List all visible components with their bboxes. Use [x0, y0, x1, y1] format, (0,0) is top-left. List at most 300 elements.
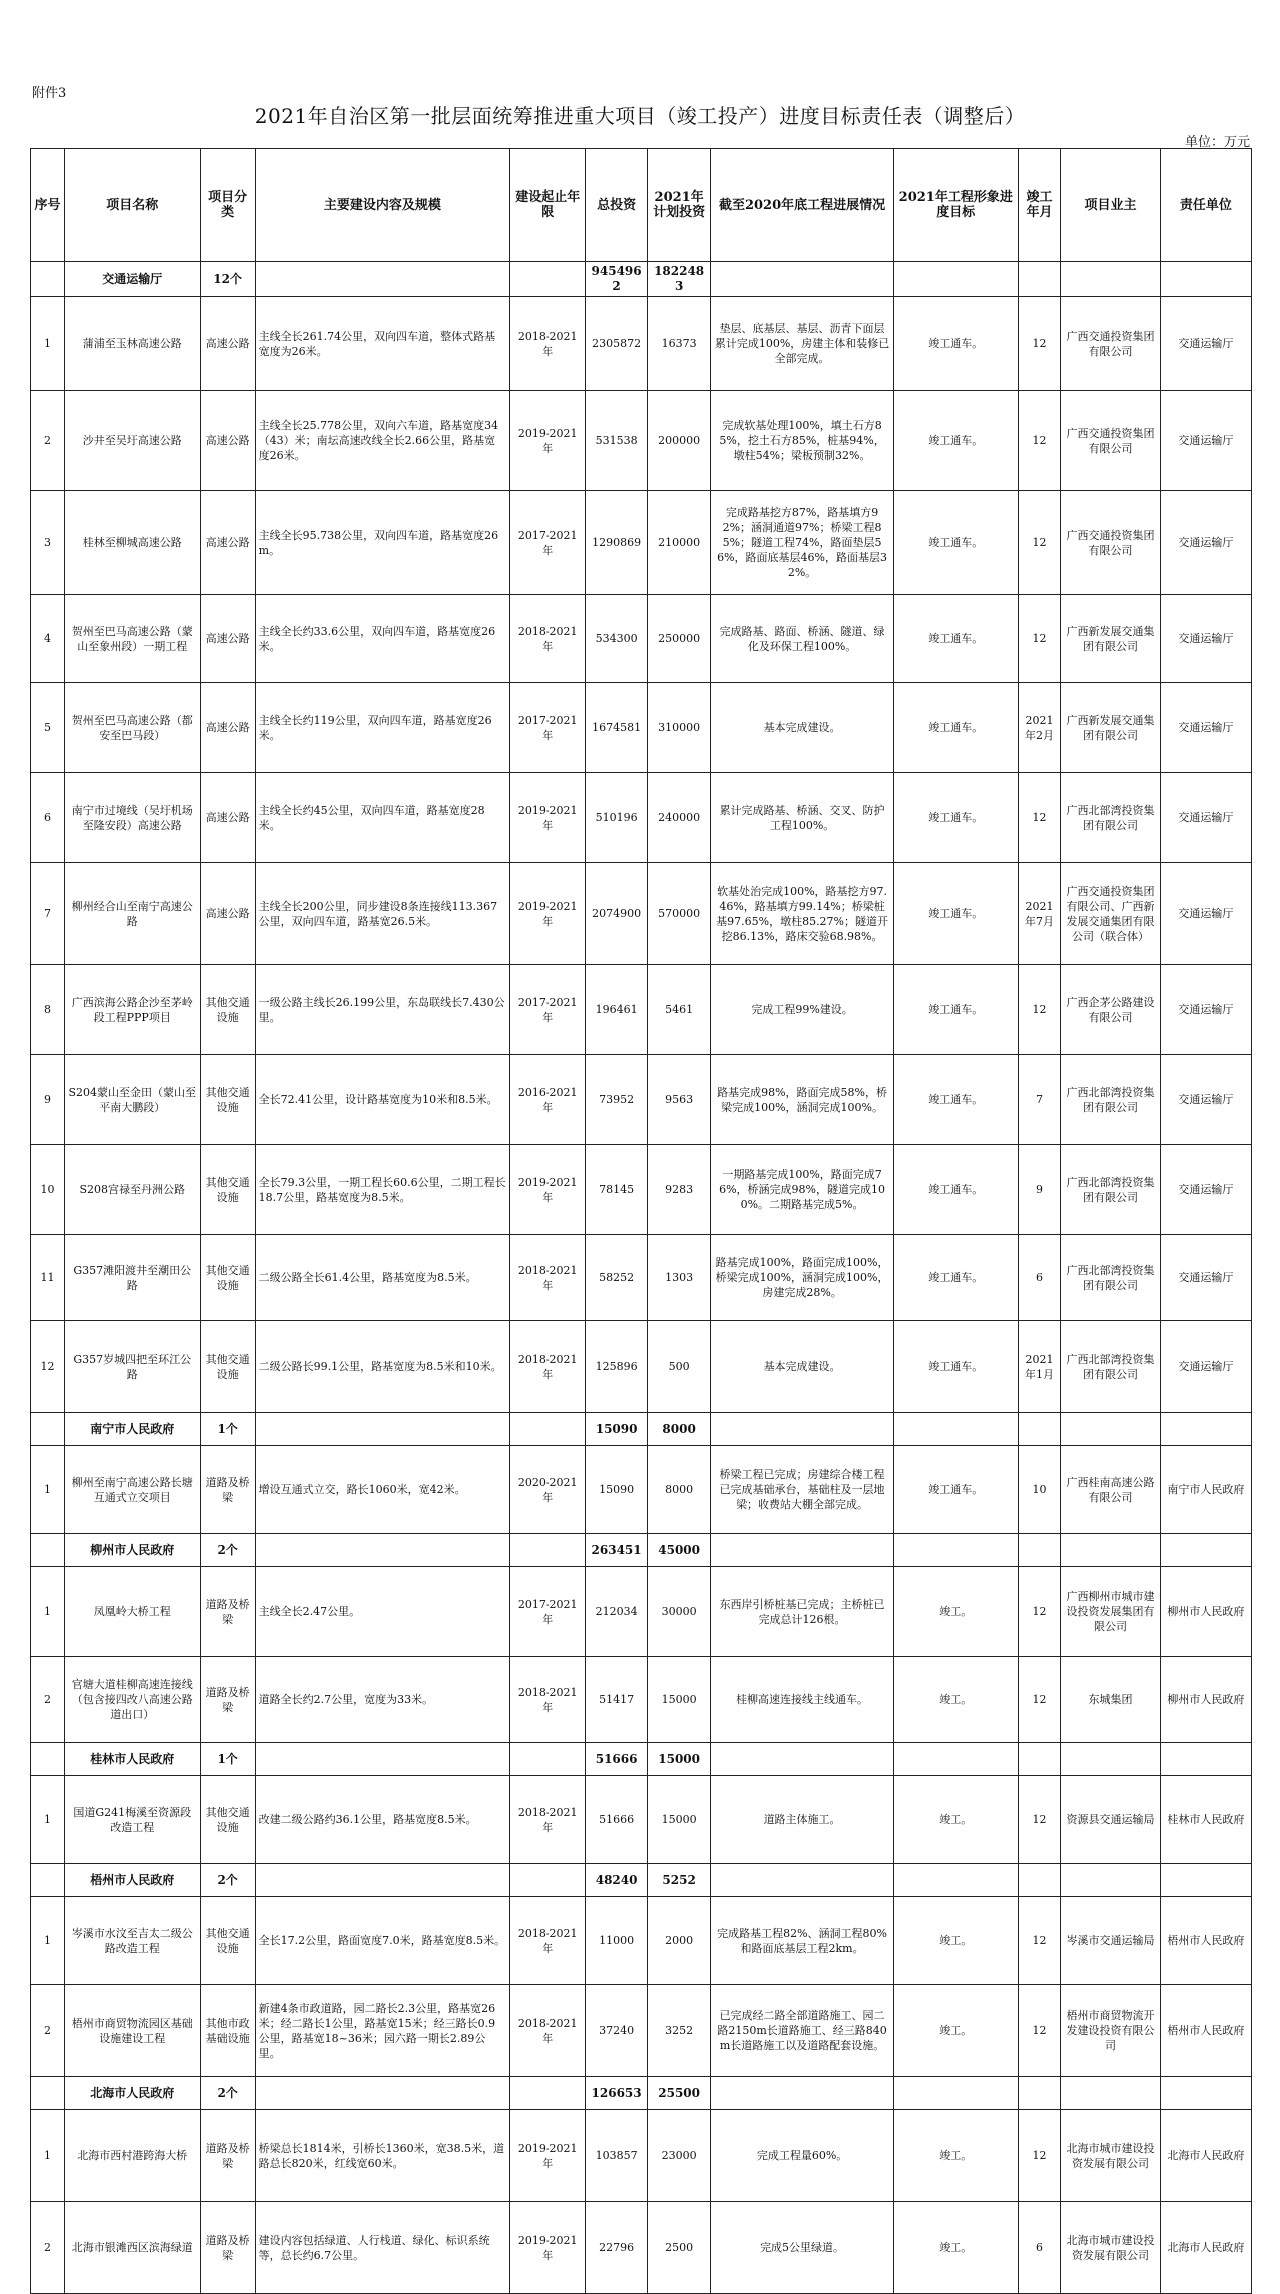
- empty-cell: [510, 1864, 586, 1897]
- responsible-unit-cell: 交通运输厅: [1160, 1321, 1251, 1413]
- progress-cell: 一期路基完成100%，路面完成76%，桥涵完成98%，隧道完成100%。二期路基完成5%。: [711, 1145, 893, 1235]
- empty-cell: [893, 1534, 1018, 1567]
- progress-cell: 完成路基、路面、桥涵、隧道、绿化及环保工程100%。: [711, 595, 893, 683]
- owner-cell: 资源县交通运输局: [1061, 1776, 1161, 1864]
- content-cell: 二级公路全长61.4公里，路基宽度为8.5米。: [255, 1235, 509, 1321]
- progress-cell: 累计完成路基、桥涵、交叉、防护工程100%。: [711, 773, 893, 863]
- group-no-cell: [31, 2077, 65, 2110]
- content-cell: 主线全长25.778公里，双向六车道，路基宽度34（43）米；南坛高速改线全长2.66公里，路基宽度26米。: [255, 391, 509, 491]
- target-cell: 竣工通车。: [893, 1321, 1018, 1413]
- responsible-unit-cell: 梧州市人民政府: [1160, 1985, 1251, 2077]
- empty-cell: [1160, 1864, 1251, 1897]
- group-name-cell: 交通运输厅: [64, 262, 200, 297]
- target-cell: 竣工通车。: [893, 1055, 1018, 1145]
- content-cell: 一级公路主线长26.199公里，东岛联线长7.430公里。: [255, 965, 509, 1055]
- project-name-cell: 梧州市商贸物流园区基础设施建设工程: [64, 1985, 200, 2077]
- empty-cell: [1160, 1413, 1251, 1446]
- project-name-cell: S208宫禄至丹洲公路: [64, 1145, 200, 1235]
- total-investment-cell: 78145: [586, 1145, 647, 1235]
- completion-date-cell: 7: [1018, 1055, 1060, 1145]
- completion-date-cell: 2021年2月: [1018, 683, 1060, 773]
- table-row: [31, 1897, 1252, 1985]
- owner-cell: 广西交通投资集团有限公司、广西新发展交通集团有限公司（联合体）: [1061, 863, 1161, 965]
- content-cell: 主线全长95.738公里，双向四车道，路基宽度26m。: [255, 491, 509, 595]
- project-name-cell: 国道G241梅溪至资源段改造工程: [64, 1776, 200, 1864]
- empty-cell: [510, 1413, 586, 1446]
- completion-date-cell: 12: [1018, 1985, 1060, 2077]
- content-cell: 建设内容包括绿道、人行栈道、绿化、标识系统等，总长约6.7公里。: [255, 2202, 509, 2294]
- empty-cell: [1160, 1534, 1251, 1567]
- row-no-cell: 11: [31, 1235, 65, 1321]
- plan-investment-cell: 16373: [647, 297, 711, 391]
- empty-cell: [711, 262, 893, 297]
- empty-cell: [711, 2077, 893, 2110]
- responsible-unit-cell: 交通运输厅: [1160, 391, 1251, 491]
- progress-cell: 东西岸引桥桩基已完成；主桥桩已完成总计126根。: [711, 1567, 893, 1657]
- plan-investment-cell: 8000: [647, 1446, 711, 1534]
- target-cell: 竣工通车。: [893, 1446, 1018, 1534]
- group-plan-cell: 15000: [647, 1743, 711, 1776]
- group-count-cell: 2个: [200, 1864, 255, 1897]
- category-cell: 高速公路: [200, 297, 255, 391]
- empty-cell: [255, 1743, 509, 1776]
- target-cell: 竣工。: [893, 1897, 1018, 1985]
- row-no-cell: 1: [31, 297, 65, 391]
- plan-investment-cell: 500: [647, 1321, 711, 1413]
- group-plan-cell: 8000: [647, 1413, 711, 1446]
- document-title: 2021年自治区第一批层面统筹推进重大项目（竣工投产）进度目标责任表（调整后）: [254, 104, 1026, 128]
- content-cell: 二级公路长99.1公里，路基宽度为8.5米和10米。: [255, 1321, 509, 1413]
- empty-cell: [1018, 2077, 1060, 2110]
- owner-cell: 广西新发展交通集团有限公司: [1061, 595, 1161, 683]
- owner-cell: 广西企茅公路建设有限公司: [1061, 965, 1161, 1055]
- completion-date-cell: 12: [1018, 965, 1060, 1055]
- progress-cell: 完成路基工程82%、涵洞工程80%和路面底基层工程2km。: [711, 1897, 893, 1985]
- total-investment-cell: 22796: [586, 2202, 647, 2294]
- completion-date-cell: 12: [1018, 391, 1060, 491]
- target-cell: 竣工通车。: [893, 863, 1018, 965]
- target-cell: 竣工通车。: [893, 1235, 1018, 1321]
- progress-cell: 道路主体施工。: [711, 1776, 893, 1864]
- category-cell: 其他交通设施: [200, 1055, 255, 1145]
- completion-date-cell: 12: [1018, 2110, 1060, 2202]
- progress-cell: 路基完成98%，路面完成58%，桥梁完成100%，涵洞完成100%。: [711, 1055, 893, 1145]
- completion-date-cell: 9: [1018, 1145, 1060, 1235]
- owner-cell: 广西柳州市城市建设投资发展集团有限公司: [1061, 1567, 1161, 1657]
- owner-cell: 广西北部湾投资集团有限公司: [1061, 1235, 1161, 1321]
- responsible-unit-cell: 交通运输厅: [1160, 683, 1251, 773]
- group-total-cell: 15090: [586, 1413, 647, 1446]
- completion-date-cell: 12: [1018, 1776, 1060, 1864]
- empty-cell: [1018, 1534, 1060, 1567]
- content-cell: 全长17.2公里，路面宽度7.0米，路基宽度8.5米。: [255, 1897, 509, 1985]
- target-cell: 竣工通车。: [893, 683, 1018, 773]
- years-cell: 2019-2021年: [510, 1145, 586, 1235]
- responsible-unit-cell: 交通运输厅: [1160, 595, 1251, 683]
- header-cell: 竣工年月: [1018, 149, 1060, 262]
- header-cell: 项目业主: [1061, 149, 1161, 262]
- years-cell: 2017-2021年: [510, 1567, 586, 1657]
- years-cell: 2017-2021年: [510, 683, 586, 773]
- years-cell: 2018-2021年: [510, 595, 586, 683]
- table-row: [31, 863, 1252, 965]
- content-cell: 主线全长约119公里，双向四车道，路基宽度26米。: [255, 683, 509, 773]
- project-name-cell: 北海市西村港跨海大桥: [64, 2110, 200, 2202]
- header-cell: 截至2020年底工程进展情况: [711, 149, 893, 262]
- table-row: [31, 1446, 1252, 1534]
- group-total-cell: 9454962: [586, 262, 647, 297]
- content-cell: 新建4条市政道路，园二路长2.3公里，路基宽26米；经二路长1公里，路基宽15米；经三路长0.9公里，路基宽18~36米；园六路一期长2.89公里。: [255, 1985, 509, 2077]
- group-no-cell: [31, 1864, 65, 1897]
- row-no-cell: 2: [31, 391, 65, 491]
- plan-investment-cell: 310000: [647, 683, 711, 773]
- category-cell: 其他交通设施: [200, 1321, 255, 1413]
- completion-date-cell: 12: [1018, 1567, 1060, 1657]
- table-row: [31, 965, 1252, 1055]
- header-cell: 2021年计划投资: [647, 149, 711, 262]
- years-cell: 2019-2021年: [510, 2110, 586, 2202]
- content-cell: 主线全长约45公里，双向四车道，路基宽度28米。: [255, 773, 509, 863]
- owner-cell: 岑溪市交通运输局: [1061, 1897, 1161, 1985]
- target-cell: 竣工。: [893, 1776, 1018, 1864]
- target-cell: 竣工。: [893, 1985, 1018, 2077]
- group-no-cell: [31, 1413, 65, 1446]
- row-no-cell: 2: [31, 2202, 65, 2294]
- owner-cell: 广西北部湾投资集团有限公司: [1061, 1145, 1161, 1235]
- empty-cell: [255, 2077, 509, 2110]
- category-cell: 其他交通设施: [200, 1776, 255, 1864]
- row-no-cell: 1: [31, 1776, 65, 1864]
- empty-cell: [1018, 1743, 1060, 1776]
- table-row: [31, 773, 1252, 863]
- plan-investment-cell: 15000: [647, 1657, 711, 1743]
- years-cell: 2018-2021年: [510, 1776, 586, 1864]
- group-plan-cell: 25500: [647, 2077, 711, 2110]
- attachment-label: 附件3: [32, 86, 67, 101]
- row-no-cell: 5: [31, 683, 65, 773]
- empty-cell: [1061, 2077, 1161, 2110]
- header-cell: 总投资: [586, 149, 647, 262]
- content-cell: 全长72.41公里，设计路基宽度为10米和8.5米。: [255, 1055, 509, 1145]
- group-name-cell: 北海市人民政府: [64, 2077, 200, 2110]
- plan-investment-cell: 2500: [647, 2202, 711, 2294]
- empty-cell: [893, 1413, 1018, 1446]
- table-row: [31, 1235, 1252, 1321]
- empty-cell: [893, 262, 1018, 297]
- total-investment-cell: 196461: [586, 965, 647, 1055]
- content-cell: 道路全长约2.7公里，宽度为33米。: [255, 1657, 509, 1743]
- empty-cell: [711, 1743, 893, 1776]
- progress-cell: 完成工程量60%。: [711, 2110, 893, 2202]
- group-row: [31, 1534, 1252, 1567]
- target-cell: 竣工。: [893, 1657, 1018, 1743]
- total-investment-cell: 212034: [586, 1567, 647, 1657]
- plan-investment-cell: 5461: [647, 965, 711, 1055]
- group-plan-cell: 1822483: [647, 262, 711, 297]
- group-total-cell: 48240: [586, 1864, 647, 1897]
- years-cell: 2019-2021年: [510, 2202, 586, 2294]
- progress-cell: 软基处治完成100%，路基挖方97.46%，路基填方99.14%；桥梁桩基97.65%，墩柱85.27%；隧道开挖86.13%，路床交验68.98%。: [711, 863, 893, 965]
- total-investment-cell: 37240: [586, 1985, 647, 2077]
- plan-investment-cell: 2000: [647, 1897, 711, 1985]
- target-cell: 竣工。: [893, 2110, 1018, 2202]
- total-investment-cell: 1674581: [586, 683, 647, 773]
- row-no-cell: 9: [31, 1055, 65, 1145]
- empty-cell: [1160, 2077, 1251, 2110]
- completion-date-cell: 2021年1月: [1018, 1321, 1060, 1413]
- total-investment-cell: 51666: [586, 1776, 647, 1864]
- plan-investment-cell: 210000: [647, 491, 711, 595]
- project-name-cell: 桂林至柳城高速公路: [64, 491, 200, 595]
- content-cell: 增设互通式立交，路长1060米，宽42米。: [255, 1446, 509, 1534]
- empty-cell: [510, 1534, 586, 1567]
- table-row: [31, 391, 1252, 491]
- total-investment-cell: 15090: [586, 1446, 647, 1534]
- group-row: [31, 262, 1252, 297]
- plan-investment-cell: 15000: [647, 1776, 711, 1864]
- project-name-cell: 南宁市过境线（吴圩机场至隆安段）高速公路: [64, 773, 200, 863]
- row-no-cell: 6: [31, 773, 65, 863]
- empty-cell: [1018, 262, 1060, 297]
- row-no-cell: 3: [31, 491, 65, 595]
- group-count-cell: 2个: [200, 1534, 255, 1567]
- target-cell: 竣工。: [893, 2202, 1018, 2294]
- table-row: [31, 1321, 1252, 1413]
- target-cell: 竣工通车。: [893, 773, 1018, 863]
- years-cell: 2016-2021年: [510, 1055, 586, 1145]
- table-row: [31, 683, 1252, 773]
- empty-cell: [255, 262, 509, 297]
- group-total-cell: 126653: [586, 2077, 647, 2110]
- empty-cell: [893, 1864, 1018, 1897]
- total-investment-cell: 11000: [586, 1897, 647, 1985]
- table-row: [31, 2202, 1252, 2294]
- row-no-cell: 1: [31, 2110, 65, 2202]
- empty-cell: [255, 1534, 509, 1567]
- progress-cell: 完成5公里绿道。: [711, 2202, 893, 2294]
- group-name-cell: 柳州市人民政府: [64, 1534, 200, 1567]
- category-cell: 道路及桥梁: [200, 1446, 255, 1534]
- responsible-unit-cell: 交通运输厅: [1160, 773, 1251, 863]
- empty-cell: [1061, 262, 1161, 297]
- header-cell: 建设起止年限: [510, 149, 586, 262]
- responsible-unit-cell: 交通运输厅: [1160, 297, 1251, 391]
- progress-cell: 完成路基挖方87%，路基填方92%；涵洞通道97%；桥梁工程85%；隧道工程74%，路面垫层56%，路面底基层46%，路面基层32%。: [711, 491, 893, 595]
- table-row: [31, 491, 1252, 595]
- project-name-cell: 沙井至吴圩高速公路: [64, 391, 200, 491]
- total-investment-cell: 73952: [586, 1055, 647, 1145]
- empty-cell: [893, 1743, 1018, 1776]
- total-investment-cell: 531538: [586, 391, 647, 491]
- plan-investment-cell: 200000: [647, 391, 711, 491]
- completion-date-cell: 10: [1018, 1446, 1060, 1534]
- group-plan-cell: 5252: [647, 1864, 711, 1897]
- project-name-cell: 官塘大道桂柳高速连接线（包含接四改八高速公路道出口）: [64, 1657, 200, 1743]
- plan-investment-cell: 570000: [647, 863, 711, 965]
- target-cell: 竣工通车。: [893, 491, 1018, 595]
- row-no-cell: 1: [31, 1897, 65, 1985]
- completion-date-cell: 6: [1018, 2202, 1060, 2294]
- category-cell: 高速公路: [200, 683, 255, 773]
- completion-date-cell: 6: [1018, 1235, 1060, 1321]
- category-cell: 其他交通设施: [200, 1897, 255, 1985]
- target-cell: 竣工。: [893, 1567, 1018, 1657]
- group-no-cell: [31, 1743, 65, 1776]
- project-name-cell: 北海市银滩西区滨海绿道: [64, 2202, 200, 2294]
- progress-cell: 完成工程99%建设。: [711, 965, 893, 1055]
- category-cell: 其他交通设施: [200, 965, 255, 1055]
- table-body: [31, 262, 1252, 2294]
- target-cell: 竣工通车。: [893, 391, 1018, 491]
- plan-investment-cell: 9563: [647, 1055, 711, 1145]
- total-investment-cell: 510196: [586, 773, 647, 863]
- category-cell: 其他交通设施: [200, 1235, 255, 1321]
- category-cell: 道路及桥梁: [200, 1657, 255, 1743]
- years-cell: 2018-2021年: [510, 1235, 586, 1321]
- years-cell: 2019-2021年: [510, 773, 586, 863]
- group-no-cell: [31, 262, 65, 297]
- plan-investment-cell: 1303: [647, 1235, 711, 1321]
- responsible-unit-cell: 交通运输厅: [1160, 1235, 1251, 1321]
- content-cell: 主线全长200公里，同步建设8条连接线113.367公里，双向四车道，路基宽26.5米。: [255, 863, 509, 965]
- years-cell: 2019-2021年: [510, 391, 586, 491]
- group-count-cell: 1个: [200, 1743, 255, 1776]
- project-table: [30, 148, 1252, 2294]
- plan-investment-cell: 240000: [647, 773, 711, 863]
- empty-cell: [255, 1864, 509, 1897]
- group-row: [31, 2077, 1252, 2110]
- content-cell: 改建二级公路约36.1公里，路基宽度8.5米。: [255, 1776, 509, 1864]
- progress-cell: 基本完成建设。: [711, 1321, 893, 1413]
- responsible-unit-cell: 交通运输厅: [1160, 491, 1251, 595]
- row-no-cell: 7: [31, 863, 65, 965]
- completion-date-cell: 12: [1018, 595, 1060, 683]
- header-cell: 项目分类: [200, 149, 255, 262]
- project-name-cell: 广西滨海公路企沙至茅岭段工程PPP项目: [64, 965, 200, 1055]
- responsible-unit-cell: 北海市人民政府: [1160, 2110, 1251, 2202]
- years-cell: 2020-2021年: [510, 1446, 586, 1534]
- years-cell: 2018-2021年: [510, 297, 586, 391]
- years-cell: 2017-2021年: [510, 965, 586, 1055]
- owner-cell: 广西桂南高速公路有限公司: [1061, 1446, 1161, 1534]
- progress-cell: 桂柳高速连接线主线通车。: [711, 1657, 893, 1743]
- group-plan-cell: 45000: [647, 1534, 711, 1567]
- responsible-unit-cell: 交通运输厅: [1160, 965, 1251, 1055]
- empty-cell: [1061, 1743, 1161, 1776]
- completion-date-cell: 2021年7月: [1018, 863, 1060, 965]
- group-no-cell: [31, 1534, 65, 1567]
- years-cell: 2017-2021年: [510, 491, 586, 595]
- project-name-cell: 贺州至巴马高速公路（都安至巴马段）: [64, 683, 200, 773]
- years-cell: 2018-2021年: [510, 1897, 586, 1985]
- group-row: [31, 1743, 1252, 1776]
- owner-cell: 东城集团: [1061, 1657, 1161, 1743]
- row-no-cell: 8: [31, 965, 65, 1055]
- empty-cell: [1018, 1864, 1060, 1897]
- category-cell: 道路及桥梁: [200, 1567, 255, 1657]
- empty-cell: [255, 1413, 509, 1446]
- row-no-cell: 1: [31, 1446, 65, 1534]
- owner-cell: 广西交通投资集团有限公司: [1061, 297, 1161, 391]
- table-row: [31, 1657, 1252, 1743]
- progress-cell: 垫层、底基层、基层、沥青下面层累计完成100%，房建主体和装修已全部完成。: [711, 297, 893, 391]
- empty-cell: [510, 2077, 586, 2110]
- years-cell: 2018-2021年: [510, 1657, 586, 1743]
- header-cell: 项目名称: [64, 149, 200, 262]
- row-no-cell: 2: [31, 1657, 65, 1743]
- table-row: [31, 1055, 1252, 1145]
- progress-cell: 桥梁工程已完成；房建综合楼工程已完成基础承台，基础柱及一层地梁；收费站大棚全部完成。: [711, 1446, 893, 1534]
- responsible-unit-cell: 桂林市人民政府: [1160, 1776, 1251, 1864]
- owner-cell: 广西交通投资集团有限公司: [1061, 391, 1161, 491]
- project-name-cell: 柳州至南宁高速公路长塘互通式立交项目: [64, 1446, 200, 1534]
- row-no-cell: 12: [31, 1321, 65, 1413]
- completion-date-cell: 12: [1018, 1657, 1060, 1743]
- owner-cell: 广西交通投资集团有限公司: [1061, 491, 1161, 595]
- progress-cell: 基本完成建设。: [711, 683, 893, 773]
- empty-cell: [711, 1534, 893, 1567]
- responsible-unit-cell: 北海市人民政府: [1160, 2202, 1251, 2294]
- group-name-cell: 南宁市人民政府: [64, 1413, 200, 1446]
- row-no-cell: 2: [31, 1985, 65, 2077]
- owner-cell: 北海市城市建设投资发展有限公司: [1061, 2202, 1161, 2294]
- category-cell: 道路及桥梁: [200, 2110, 255, 2202]
- content-cell: 主线全长261.74公里，双向四车道，整体式路基宽度为26米。: [255, 297, 509, 391]
- total-investment-cell: 58252: [586, 1235, 647, 1321]
- category-cell: 高速公路: [200, 595, 255, 683]
- total-investment-cell: 2305872: [586, 297, 647, 391]
- years-cell: 2018-2021年: [510, 1985, 586, 2077]
- responsible-unit-cell: 交通运输厅: [1160, 1145, 1251, 1235]
- group-row: [31, 1413, 1252, 1446]
- progress-cell: 已完成经二路全部道路施工、园二路2150m长道路施工、经三路840m长道路施工以及道路配套设施。: [711, 1985, 893, 2077]
- plan-investment-cell: 23000: [647, 2110, 711, 2202]
- project-name-cell: 柳州经合山至南宁高速公路: [64, 863, 200, 965]
- content-cell: 主线全长约33.6公里，双向四车道，路基宽度26米。: [255, 595, 509, 683]
- header-cell: 2021年工程形象进度目标: [893, 149, 1018, 262]
- empty-cell: [510, 262, 586, 297]
- empty-cell: [1061, 1864, 1161, 1897]
- completion-date-cell: 12: [1018, 491, 1060, 595]
- total-investment-cell: 103857: [586, 2110, 647, 2202]
- total-investment-cell: 1290869: [586, 491, 647, 595]
- category-cell: 高速公路: [200, 773, 255, 863]
- header-cell: 责任单位: [1160, 149, 1251, 262]
- row-no-cell: 4: [31, 595, 65, 683]
- progress-cell: 完成软基处理100%，填土石方85%，挖土石方85%，桩基94%，墩柱54%；梁板预制32%。: [711, 391, 893, 491]
- empty-cell: [1160, 262, 1251, 297]
- content-cell: 全长79.3公里，一期工程长60.6公里，二期工程长18.7公里，路基宽度为8.5米。: [255, 1145, 509, 1235]
- empty-cell: [1061, 1413, 1161, 1446]
- completion-date-cell: 12: [1018, 1897, 1060, 1985]
- content-cell: 桥梁总长1814米，引桥长1360米，宽38.5米，道路总长820米，红线宽60米。: [255, 2110, 509, 2202]
- project-name-cell: 贺州至巴马高速公路（蒙山至象州段）一期工程: [64, 595, 200, 683]
- responsible-unit-cell: 梧州市人民政府: [1160, 1897, 1251, 1985]
- category-cell: 道路及桥梁: [200, 2202, 255, 2294]
- table-header-row: [31, 149, 1252, 262]
- total-investment-cell: 51417: [586, 1657, 647, 1743]
- category-cell: 高速公路: [200, 391, 255, 491]
- empty-cell: [711, 1413, 893, 1446]
- category-cell: 高速公路: [200, 491, 255, 595]
- header-cell: 序号: [31, 149, 65, 262]
- empty-cell: [1018, 1413, 1060, 1446]
- group-name-cell: 桂林市人民政府: [64, 1743, 200, 1776]
- plan-investment-cell: 250000: [647, 595, 711, 683]
- project-name-cell: S204蒙山至金田（蒙山至平南大鹏段）: [64, 1055, 200, 1145]
- responsible-unit-cell: 柳州市人民政府: [1160, 1567, 1251, 1657]
- responsible-unit-cell: 交通运输厅: [1160, 863, 1251, 965]
